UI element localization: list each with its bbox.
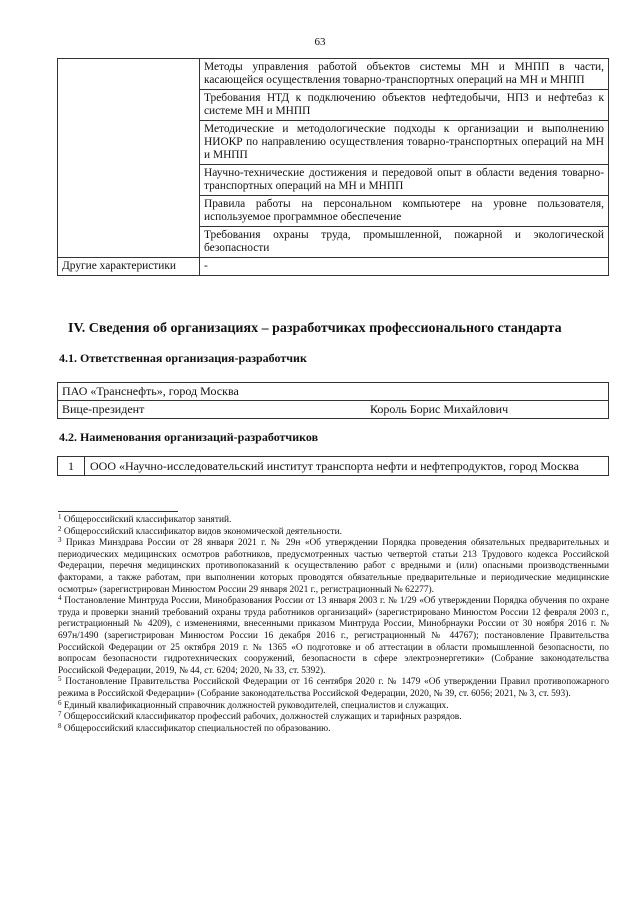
other-characteristics-value: - [200, 258, 609, 276]
table-row [58, 457, 609, 476]
table-cell: Правила работы на персональном компьютере на уровне пользователя, используемое программное обеспечение [200, 196, 609, 227]
footnote: $^3$ Приказ Минздрава России от 28 января 2021 г. № 29н «Об утверждении Порядка проведения обязательных предварительных и периодических медицинских осмотров работников, предусмотренных частью четвертой статьи 213 Трудового кодекса Российской Федерации, перечня медицинских противопоказаний к осуществлению работ с вредными и (или) опасными производственными факторами, а также работам, при выполнении которых проводятся обязательные предварительные и периодические медицинские осмотры» (зарегистрирован Минюстом России 29 января 2021 г., регистрационный № 62277). [58, 536, 609, 595]
footnote: $^1$ Общероссийский классификатор занятий. [58, 513, 232, 525]
footnotes [58, 515, 609, 735]
requirements-table [57, 58, 609, 276]
section-title: IV. Сведения об организациях – разработчиках профессионального стандарта [68, 321, 562, 336]
table-cell-empty [58, 59, 200, 258]
responsible-org-row [58, 383, 608, 400]
developers-table [57, 456, 609, 476]
table-cell: Научно-технические достижения и передовой опыт в области ведения товарно-транспортных операций на МН и МНПП [200, 165, 609, 196]
responsible-person-name: Король Борис Михайлович [370, 402, 509, 416]
developers-heading: 4.2. Наименования организаций-разработчиков [59, 430, 319, 444]
other-characteristics-label: Другие характеристики [58, 258, 200, 276]
responsible-position: Вице-президент [62, 402, 145, 416]
developer-number: 1 [58, 457, 85, 476]
table-row-other [58, 258, 609, 276]
table-cell: Требования охраны труда, промышленной, пожарной и экологической безопасности [200, 227, 609, 258]
page-number: 63 [314, 36, 326, 48]
footnote: $^4$ Постановление Минтруда России, Минобразования России от 13 января 2003 г. № 1/29 «Об утверждении Порядка обучения по охране труда и проверки знаний требований охраны труда работников организаций» (зарегистрировано Минюстом России 12 февраля 2003 г., регистрационный № 4209), с изменениями, внесенными приказом Минтруда России, Минобрнауки России от 30 ноября 2016 г. № 697н/1490 (зарегистрирован Минюстом России 16 декабря 2016 г., регистрационный № 44767); постановление Правительства Российской Федерации от 25 октября 2019 г. № 1365 «О подготовке и об аттестации в области промышленной безопасности, по вопросам безопасности гидротехнических сооружений, безопасности в сфере электроэнергетики» (Собрание законодательства Российской Федерации, 2019, № 44, ст. 6204; 2020, № 33, ст. 5392). [58, 594, 609, 676]
table-cell: Методы управления работой объектов системы МН и МНПП в части, касающейся осуществления товарно-транспортных операций на МН и МНПП [200, 59, 609, 90]
responsible-org-box [57, 382, 609, 419]
footnote: $^5$ Постановление Правительства Российской Федерации от 16 сентября 2020 г. № 1479 «Об утверждении Правил противопожарного режима в Российской Федерации» (Собрание законодательства Российской Федерации, 2020, № 39, ст. 6056; 2021, № 3, ст. 593). [58, 675, 610, 699]
footnote: $^8$ Общероссийский классификатор специальностей по образованию. [58, 721, 331, 734]
footnote: $^6$ Единый квалификационный справочник должностей руководителей, специалистов и служащих. [58, 698, 449, 711]
responsible-org-name: ПАО «Транснефть», город Москва [62, 384, 239, 398]
responsible-org-heading: 4.1. Ответственная организация-разработчик [59, 351, 307, 365]
developer-name: ООО «Научно-исследовательский институт транспорта нефти и нефтепродуктов, город Москва [85, 457, 609, 476]
table-cell: Требования НТД к подключению объектов нефтедобычи, НПЗ и нефтебаз к системе МН и МНПП [200, 90, 609, 121]
table-cell: Методические и методологические подходы к организации и выполнению НИОКР по направлению осуществления товарно-транспортных операций на МН и МНПП [200, 121, 609, 165]
table-row [58, 59, 609, 90]
footnote: $^7$ Общероссийский классификатор профессий рабочих, должностей служащих и тарифных разрядов. [58, 710, 462, 723]
responsible-person-row [58, 400, 608, 418]
footnote-separator [58, 511, 178, 512]
footnote: $^2$ Общероссийский классификатор видов экономической деятельности. [58, 524, 343, 537]
